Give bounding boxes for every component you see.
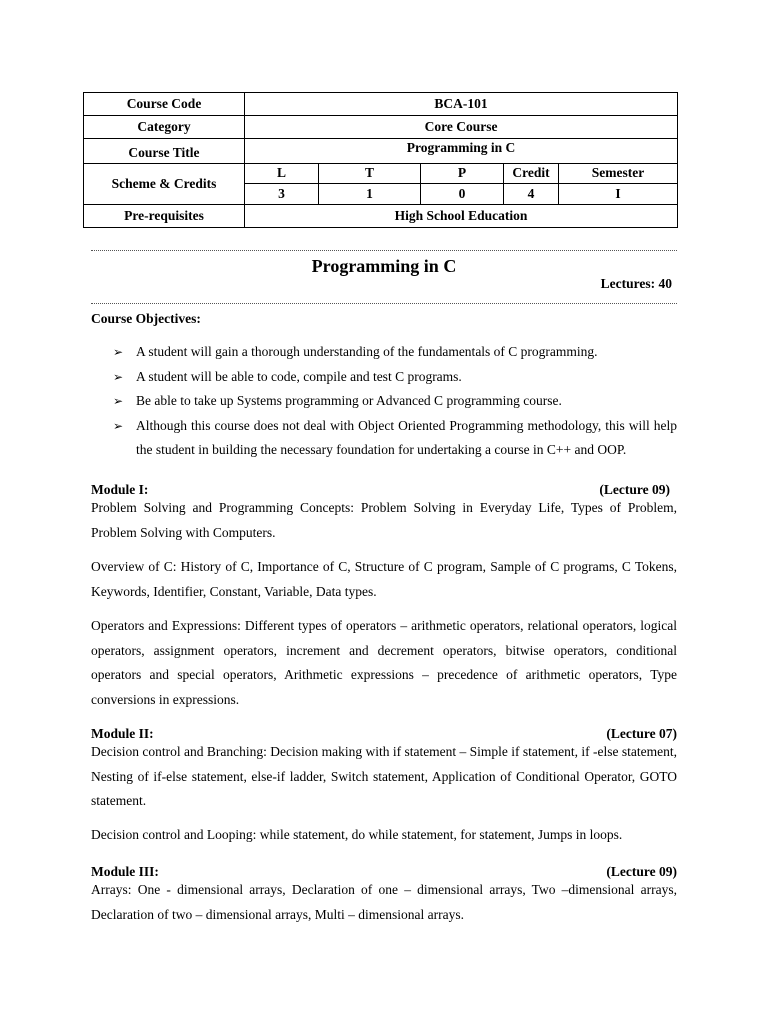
list-item: [113, 340, 677, 365]
objectives-heading: Course Objectives:: [91, 311, 201, 326]
course-title-row: [84, 139, 678, 164]
course-title-label: Course Title: [84, 139, 245, 164]
module-1-name: Module I:: [91, 482, 149, 497]
prereq-value: High School Education: [245, 205, 678, 228]
objective-text: A student will be able to code, compile and test C programs.: [136, 368, 462, 384]
arrow-bullet-icon: ➢: [113, 369, 124, 384]
arrow-bullet-icon: ➢: [113, 345, 124, 359]
scheme-value-credit: 4: [504, 184, 559, 205]
scheme-header-p: P: [421, 164, 504, 184]
module-2-name: Module II:: [91, 726, 154, 741]
dotted-divider-top: [91, 250, 677, 251]
list-item: [113, 365, 677, 390]
module-1-lecture: (Lecture 09): [599, 482, 670, 497]
module-3-paragraph-1: Arrays: One - dimensional arrays, Declaration of one – dimensional arrays, Two –dimensional arrays, Declaration of two – dimensional arrays, Multi – dimensional arrays.: [91, 882, 677, 922]
scheme-header-l: L: [245, 164, 319, 184]
category-value: Core Course: [245, 116, 678, 139]
scheme-label: Scheme & Credits: [84, 164, 245, 205]
scheme-header-row: [84, 164, 678, 184]
objective-text: A student will gain a thorough understanding of the fundamentals of C programming.: [136, 344, 598, 359]
list-item: [113, 414, 677, 463]
scheme-value-l: 3: [245, 184, 319, 205]
module-3-lecture: (Lecture 09): [606, 864, 677, 879]
objective-text: Be able to take up Systems programming or Advanced C programming course.: [136, 393, 562, 408]
module-2-paragraph-1: Decision control and Branching: Decision making with if statement – Simple if statement, if -else statement, Nesting of if-else statement, else-if ladder, Switch statement, Application of Conditional Operator, GOTO statement.: [91, 744, 677, 808]
module-1-paragraph-1: Problem Solving and Programming Concepts: Problem Solving in Everyday Life, Types of Problem, Problem Solving with Computers.: [91, 500, 677, 540]
course-code-value: BCA-101: [245, 93, 678, 116]
module-2-lecture: (Lecture 07): [606, 726, 677, 741]
scheme-header-credit: Credit: [504, 164, 559, 184]
total-lectures: Lectures: 40: [600, 276, 672, 291]
arrow-bullet-icon: ➢: [113, 394, 124, 408]
module-2-paragraph-2: Decision control and Looping: while statement, do while statement, for statement, Jumps in loops.: [91, 827, 623, 842]
prereq-label: Pre-requisites: [84, 205, 245, 228]
scheme-header-semester: Semester: [559, 164, 678, 184]
module-1-paragraph-3: Operators and Expressions: Different types of operators – arithmetic operators, relational operators, logical operators, assignment operators, increment and decrement operators, bitwise operators, conditional operators and special operators, Arithmetic expressions – precedence of arithmetic operators, Type conversions in expressions.: [91, 618, 677, 707]
dotted-divider-bottom: [91, 303, 677, 304]
course-title-value: Programming in C: [245, 139, 678, 164]
scheme-value-p: 0: [421, 184, 504, 205]
page-title: Programming in C: [311, 256, 457, 276]
arrow-bullet-icon: ➢: [113, 418, 124, 433]
list-item: [113, 389, 677, 414]
course-info-table: [83, 92, 678, 228]
objective-text: Although this course does not deal with Object Oriented Programming methodology, this will help the student in building the necessary foundation for undertaking a course in C++ and OOP.: [136, 417, 677, 457]
category-row: [84, 116, 678, 139]
module-1-paragraph-2: Overview of C: History of C, Importance of C, Structure of C program, Sample of C programs, C Tokens, Keywords, Identifier, Constant, Variable, Data types.: [91, 559, 677, 599]
course-code-row: [84, 93, 678, 116]
scheme-value-semester: I: [559, 184, 678, 205]
course-code-label: Course Code: [84, 93, 245, 116]
scheme-header-t: T: [319, 164, 421, 184]
category-label: Category: [84, 116, 245, 139]
module-3-name: Module III:: [91, 864, 159, 879]
objectives-list: [113, 340, 677, 463]
scheme-value-t: 1: [319, 184, 421, 205]
prereq-row: [84, 205, 678, 228]
